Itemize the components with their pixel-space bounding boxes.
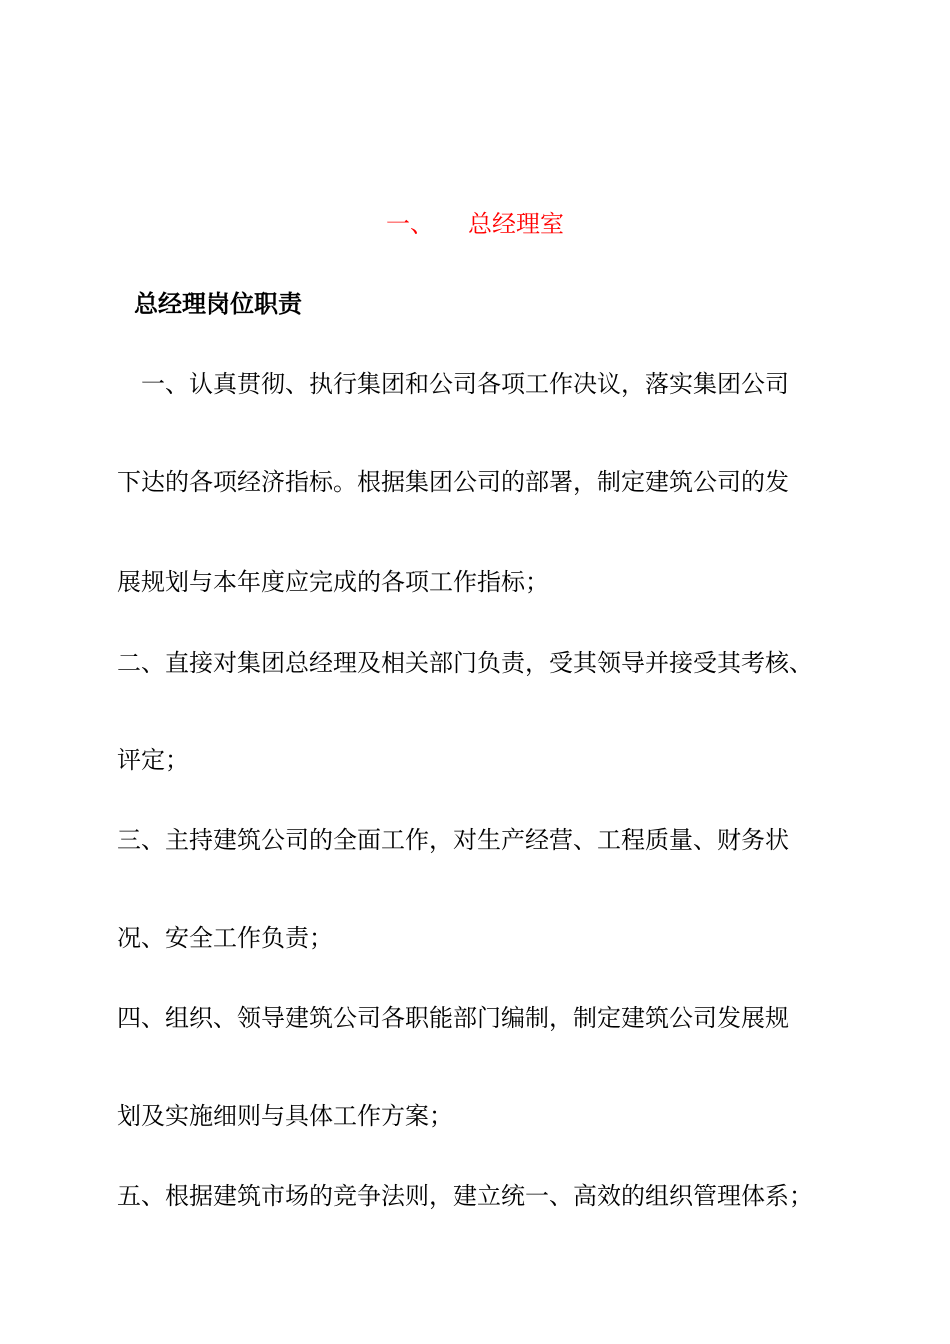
document-title: 总经理岗位职责 <box>134 290 302 318</box>
paragraph-line: 况、安全工作负责； <box>117 924 333 952</box>
paragraph-line: 二、直接对集团总经理及相关部门负责，受其领导并接受其考核、 <box>117 649 813 677</box>
section-number: 一、 <box>386 210 434 238</box>
paragraph-line: 展规划与本年度应完成的各项工作指标； <box>117 568 549 596</box>
paragraph-line: 下达的各项经济指标。根据集团公司的部署，制定建筑公司的发 <box>117 468 789 496</box>
paragraph-line: 评定； <box>117 746 189 774</box>
paragraph-line: 五、根据建筑市场的竞争法则，建立统一、高效的组织管理体系； <box>117 1182 813 1210</box>
paragraph-line: 三、主持建筑公司的全面工作，对生产经营、工程质量、财务状 <box>117 826 789 854</box>
section-heading <box>0 204 950 244</box>
section-name: 总经理室 <box>468 210 564 238</box>
paragraph-line: 划及实施细则与具体工作方案； <box>117 1102 453 1130</box>
paragraph-line: 一、认真贯彻、执行集团和公司各项工作决议，落实集团公司 <box>141 370 789 398</box>
paragraph-line: 四、组织、领导建筑公司各职能部门编制，制定建筑公司发展规 <box>117 1004 789 1032</box>
